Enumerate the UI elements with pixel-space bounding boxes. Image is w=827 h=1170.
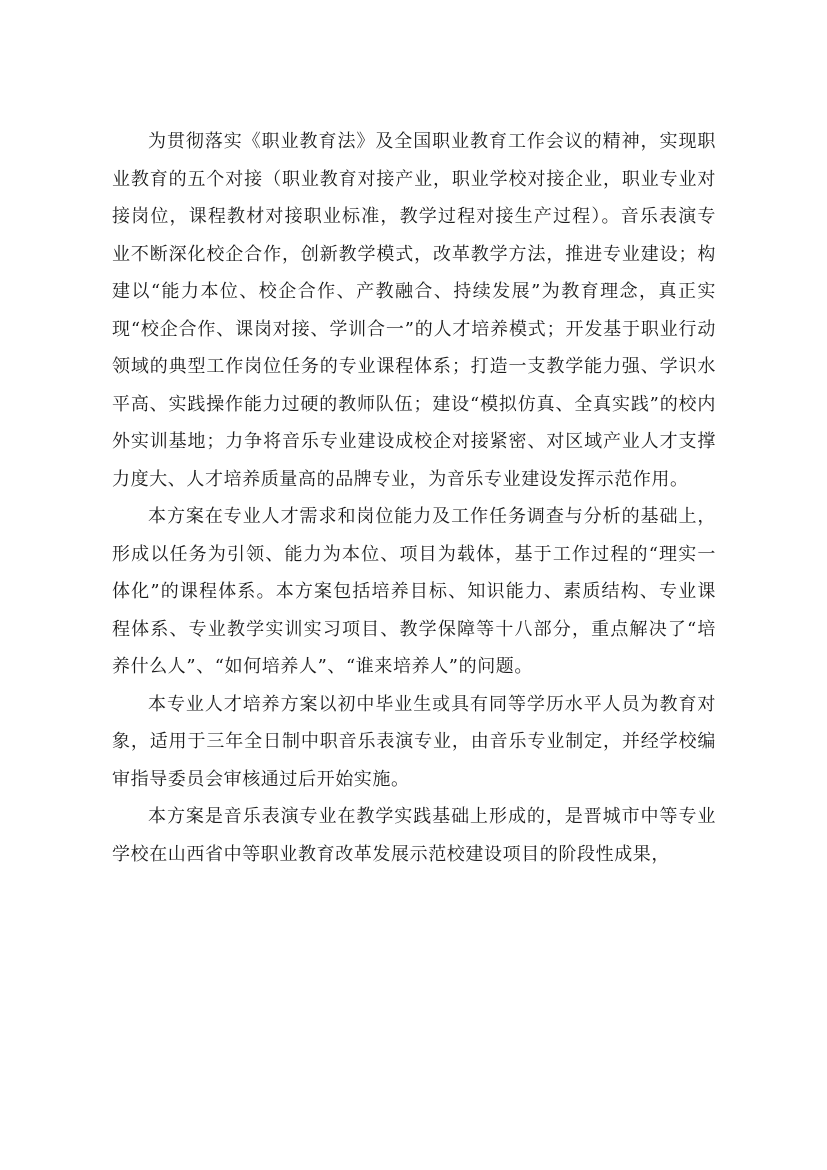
document-body bbox=[112, 123, 716, 873]
paragraph-2: 本方案在专业人才需求和岗位能力及工作任务调查与分析的基础上，形成以任务为引领、能力为本位、项目为载体，基于工作过程的“理实一体化”的课程体系。本方案包括培养目标、知识能力、素质结构、专业课程体系、专业教学实训实习项目、教学保障等十八部分，重点解决了“培养什么人”、“如何培养人”、“谁来培养人”的问题。 bbox=[112, 506, 716, 677]
paragraph-1: 为贯彻落实《职业教育法》及全国职业教育工作会议的精神，实现职业教育的五个对接（职业教育对接产业，职业学校对接企业，职业专业对接岗位，课程教材对接职业标准，教学过程对接生产过程）。音乐表演专业不断深化校企合作，创新教学模式，改革教学方法，推进专业建设；构建以“能力本位、校企合作、产教融合、持续发展”为教育理念，真正实现“校企合作、课岗对接、学训合一”的人才培养模式；开发基于职业行动领域的典型工作岗位任务的专业课程体系；打造一支教学能力强、学识水平高、实践操作能力过硬的教师队伍；建设“模拟仿真、全真实践”的校内外实训基地；力争将音乐专业建设成校企对接紧密、对区域产业人才支撑力度大、人才培养质量高的品牌专业，为音乐专业建设发挥示范作用。 bbox=[112, 131, 716, 490]
paragraph-4: 本方案是音乐表演专业在教学实践基础上形成的，是晋城市中等专业学校在山西省中等职业教育改革发展示范校建设项目的阶段性成果， bbox=[112, 806, 716, 865]
paragraph-3: 本专业人才培养方案以初中毕业生或具有同等学历水平人员为教育对象，适用于三年全日制中职音乐表演专业，由音乐专业制定，并经学校编审指导委员会审核通过后开始实施。 bbox=[112, 693, 716, 790]
